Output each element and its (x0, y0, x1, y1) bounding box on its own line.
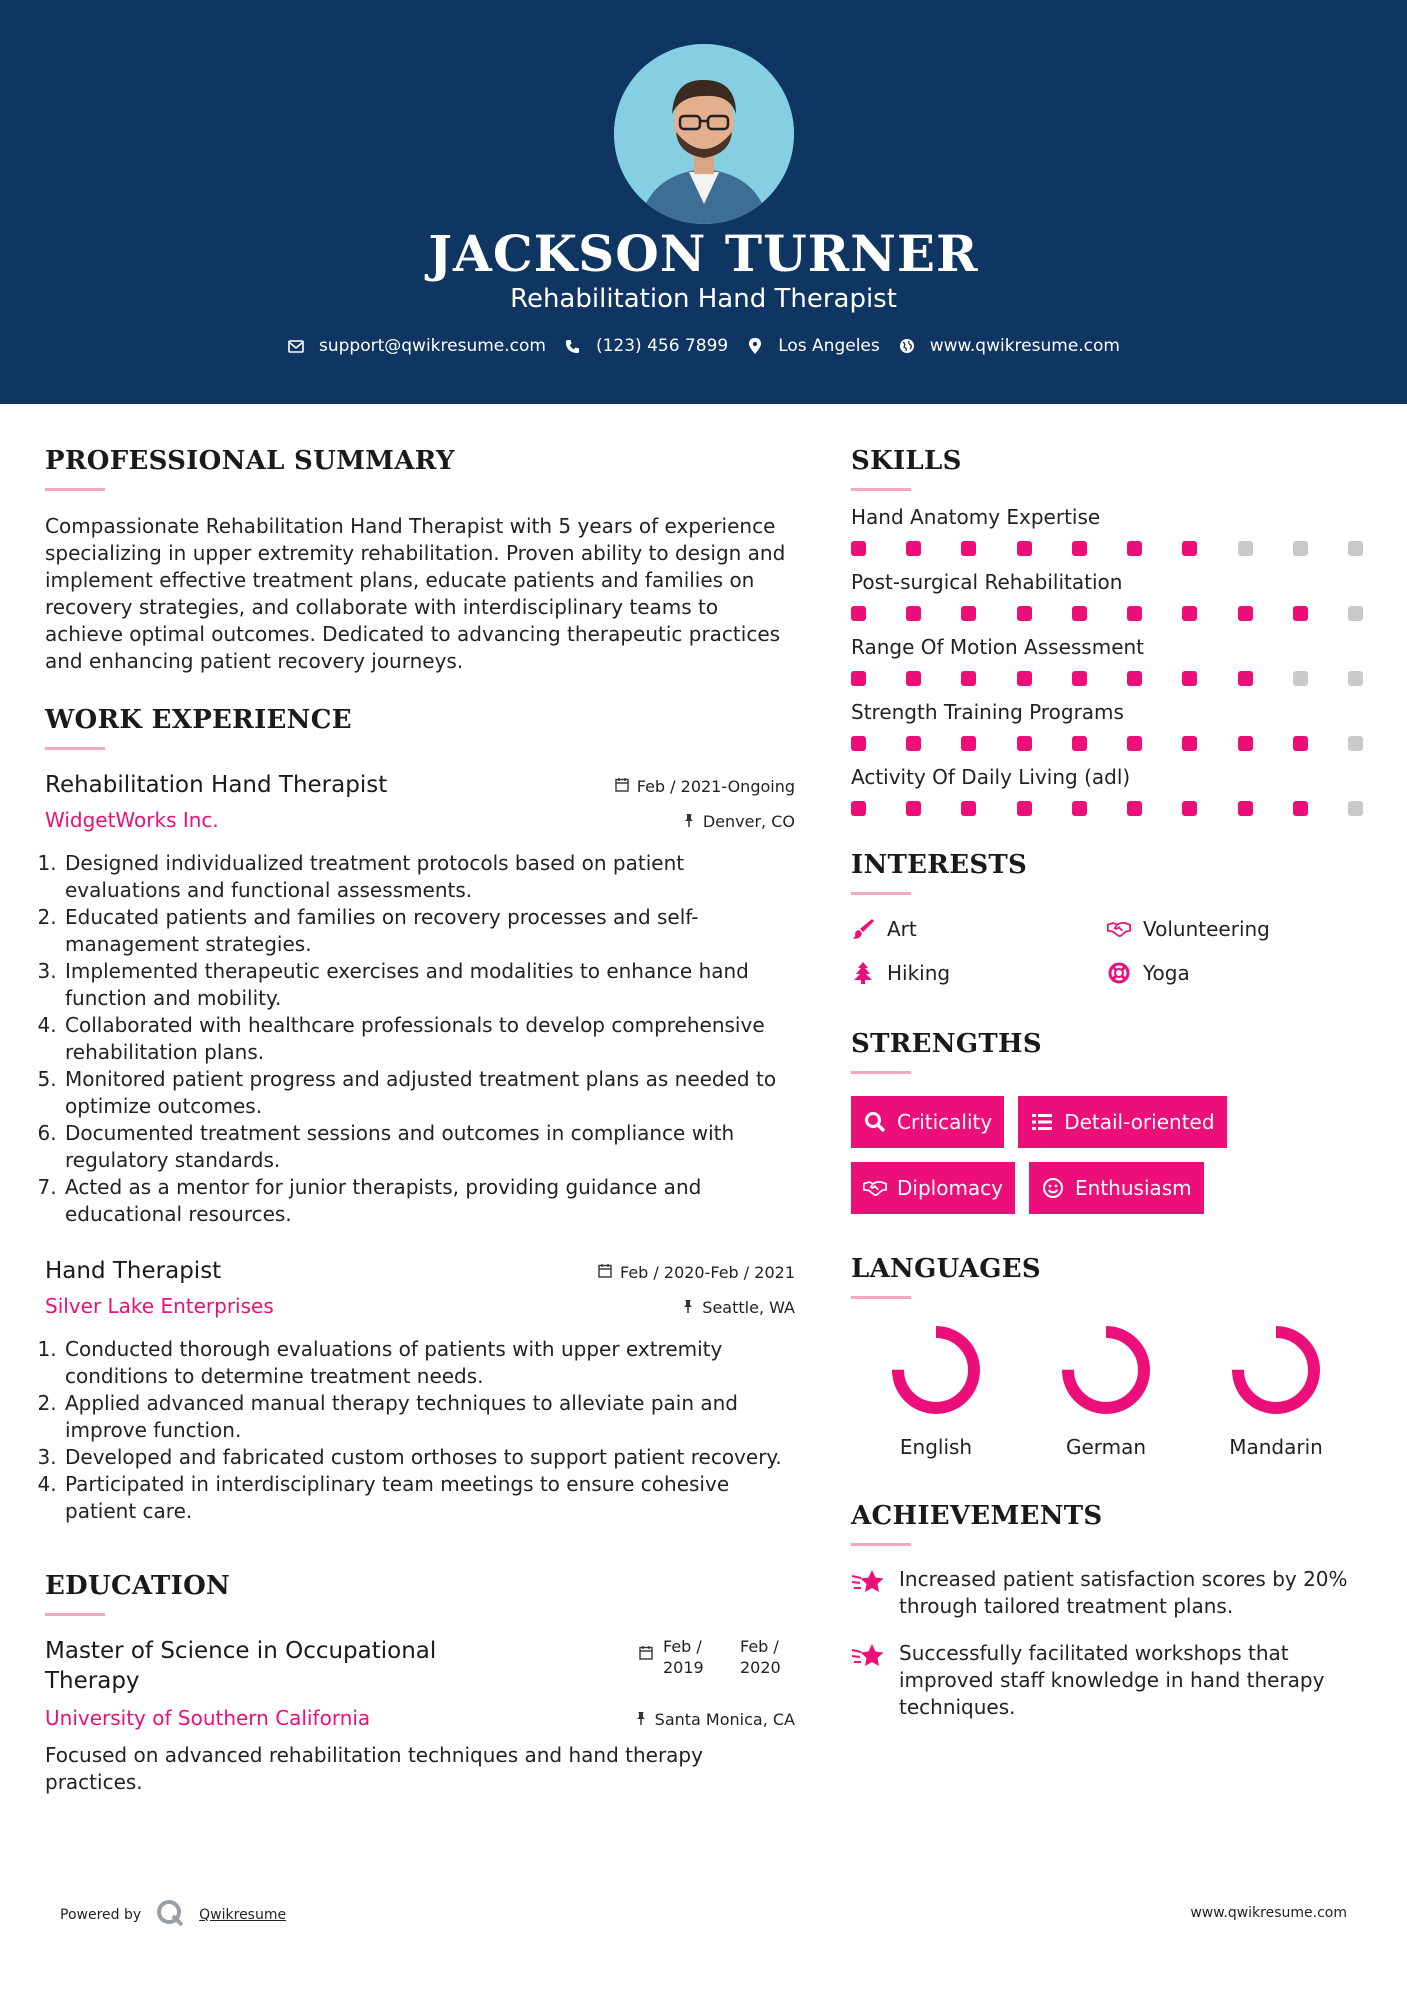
interest-label: Hiking (887, 961, 951, 985)
skill-name: Activity Of Daily Living (adl) (851, 765, 1131, 789)
candidate-name: JACKSON TURNER (428, 224, 979, 283)
candidate-title: Rehabilitation Hand Therapist (510, 284, 897, 314)
rating-dot-filled (1182, 801, 1197, 816)
summary-section (45, 446, 795, 675)
language-ring-arc (1068, 1332, 1144, 1408)
language-name: Mandarin (1229, 1435, 1323, 1459)
education-location-text: Santa Monica, CA (654, 1710, 795, 1729)
skill-rating (851, 606, 1363, 621)
job-date-text: Feb / 2021-Ongoing (636, 777, 795, 796)
skill-rating (851, 801, 1363, 816)
footer-website[interactable]: www.qwikresume.com (1190, 1905, 1347, 1921)
skill-name: Range Of Motion Assessment (851, 635, 1145, 659)
achievement-list (851, 1566, 1371, 1721)
rating-dot-filled (1293, 801, 1308, 816)
rating-dot-empty (1348, 606, 1363, 621)
job-entry (45, 772, 795, 1228)
rating-dot-filled (851, 671, 866, 686)
rating-dot-filled (1072, 541, 1087, 556)
section-divider (45, 488, 105, 491)
skill-rating (851, 736, 1363, 751)
rating-dot-filled (1072, 801, 1087, 816)
company-name: WidgetWorks Inc. (45, 808, 219, 832)
experience-heading: WORK EXPERIENCE (45, 705, 352, 735)
contact-location (746, 336, 880, 356)
rating-dot-filled (851, 606, 866, 621)
achievement-item (851, 1640, 1371, 1721)
job-bullet: 7. Acted as a mentor for junior therapists, providing guidance and educational resources. (63, 1174, 795, 1228)
job-title: Rehabilitation Hand Therapist (45, 772, 388, 798)
contact-phone-text[interactable]: (123) 456 7899 (595, 336, 729, 356)
education-description: Focused on advanced rehabilitation techniques and hand therapy practices. (45, 1743, 703, 1794)
footer-powered-by (60, 1898, 286, 1932)
job-bullets (45, 1336, 795, 1525)
rating-dot-filled (1182, 736, 1197, 751)
rating-dot-empty (1348, 736, 1363, 751)
achievement-item (851, 1566, 1371, 1620)
job-entry (45, 1258, 795, 1525)
job-bullet: 2. Applied advanced manual therapy techniques to alleviate pain and improve function. (63, 1390, 795, 1444)
pushpin-icon (635, 1710, 647, 1729)
job-bullet: 5. Monitored patient progress and adjusted treatment plans as needed to optimize outcomes. (63, 1066, 795, 1120)
rating-dot-filled (1127, 541, 1142, 556)
rating-dot-filled (906, 736, 921, 751)
job-bullet: 1. Conducted thorough evaluations of patients with upper extremity conditions to determine treatment needs. (63, 1336, 795, 1390)
shooting-star-icon (851, 1640, 885, 1721)
rating-dot-filled (1072, 606, 1087, 621)
job-date (615, 777, 795, 796)
profile-photo (614, 44, 794, 224)
job-list (45, 772, 795, 1525)
job-location-text: Denver, CO (702, 812, 795, 831)
rating-dot-filled (1072, 671, 1087, 686)
job-location-text: Seattle, WA (702, 1298, 795, 1317)
language-item (851, 1325, 1021, 1459)
interests-section (851, 850, 1371, 985)
rating-dot-filled (1017, 606, 1032, 621)
rating-dot-empty (1348, 671, 1363, 686)
rating-dot-filled (1293, 736, 1308, 751)
strength-label: Diplomacy (897, 1176, 1004, 1200)
search-icon (863, 1110, 887, 1134)
section-divider (851, 1543, 911, 1546)
rating-dot-filled (1127, 736, 1142, 751)
company-name: Silver Lake Enterprises (45, 1294, 274, 1318)
job-bullet: 3. Implemented therapeutic exercises and modalities to enhance hand function and mobility. (63, 958, 795, 1012)
rating-dot-filled (1072, 736, 1087, 751)
right-column (851, 446, 1371, 1721)
skill-name: Post-surgical Rehabilitation (851, 570, 1123, 594)
rating-dot-empty (1293, 671, 1308, 686)
skill-item (851, 635, 1371, 686)
achievements-heading: ACHIEVEMENTS (851, 1501, 1103, 1531)
rating-dot-filled (1238, 801, 1253, 816)
education-start-date: Feb / 2019 (663, 1637, 704, 1677)
achievement-text: Successfully facilitated workshops that improved staff knowledge in hand therapy techniques. (899, 1641, 1325, 1719)
interest-item (1107, 961, 1363, 985)
rating-dot-filled (851, 541, 866, 556)
job-bullet: 4. Participated in interdisciplinary team meetings to ensure cohesive patient care. (63, 1471, 795, 1525)
contact-website-text[interactable]: www.qwikresume.com (929, 336, 1120, 356)
school-name: University of Southern California (45, 1706, 371, 1730)
handshake-icon (863, 1176, 887, 1200)
interest-label: Volunteering (1143, 917, 1270, 941)
strength-tag (1029, 1162, 1204, 1214)
job-bullet: 6. Documented treatment sessions and outcomes in compliance with regulatory standards. (63, 1120, 795, 1174)
calendar-icon (639, 1636, 653, 1665)
qwikresume-link[interactable]: Qwikresume (199, 1907, 287, 1923)
strength-tag (1018, 1096, 1226, 1148)
education-dates (639, 1636, 795, 1678)
job-location (682, 1298, 795, 1317)
language-name: German (1065, 1435, 1147, 1459)
rating-dot-empty (1238, 541, 1253, 556)
section-divider (851, 1296, 911, 1299)
rating-dot-filled (1182, 606, 1197, 621)
skills-section (851, 446, 1371, 816)
globe-icon (898, 337, 916, 355)
section-divider (45, 1613, 105, 1616)
rating-dot-filled (1293, 606, 1308, 621)
rating-dot-filled (851, 801, 866, 816)
interest-item (1107, 917, 1363, 941)
interests-heading: INTERESTS (851, 850, 1028, 880)
phone-icon (564, 337, 582, 355)
skill-list (851, 505, 1371, 816)
strengths-section (851, 1029, 1371, 1214)
rating-dot-filled (1182, 671, 1197, 686)
rating-dot-filled (906, 606, 921, 621)
experience-section (45, 705, 795, 1525)
contact-email-text[interactable]: support@qwikresume.com (319, 336, 546, 356)
skill-item (851, 570, 1371, 621)
contact-email[interactable] (287, 336, 546, 356)
rating-dot-filled (1017, 801, 1032, 816)
rating-dot-filled (961, 606, 976, 621)
achievements-section (851, 1501, 1371, 1721)
handshake-icon (1107, 917, 1131, 941)
strength-tag (851, 1096, 1004, 1148)
left-column (45, 446, 795, 1796)
powered-by-label: Powered by (60, 1907, 142, 1923)
person-avatar-icon (614, 44, 794, 224)
summary-text: Compassionate Rehabilitation Hand Therapist with 5 years of experience specializing in upper extremity rehabilitation. Proven ability to design and implement effective treatment plans, educate patients and families on recovery strategies, and collaborate with interdisciplinary teams to achieve optimal outcomes. Dedicated to advancing therapeutic practices and enhancing patient recovery journeys. (45, 514, 786, 673)
rating-dot-filled (906, 671, 921, 686)
shooting-star-icon (851, 1566, 885, 1620)
education-location (635, 1710, 795, 1729)
rating-dot-filled (906, 541, 921, 556)
language-item (1191, 1325, 1361, 1459)
achievement-text: Increased patient satisfaction scores by 20% through tailored treatment plans. (899, 1567, 1348, 1618)
section-divider (851, 1071, 911, 1074)
section-divider (851, 488, 911, 491)
strength-tag (851, 1162, 1015, 1214)
rating-dot-filled (961, 671, 976, 686)
rating-dot-filled (1238, 606, 1253, 621)
skill-name: Hand Anatomy Expertise (851, 505, 1101, 529)
job-bullet: 4. Collaborated with healthcare professionals to develop comprehensive rehabilitation plans. (63, 1012, 795, 1066)
job-date-text: Feb / 2020-Feb / 2021 (620, 1263, 795, 1282)
rating-dot-filled (1017, 671, 1032, 686)
section-divider (851, 892, 911, 895)
interest-label: Art (887, 917, 917, 941)
interest-label: Yoga (1143, 961, 1190, 985)
language-name: English (899, 1435, 973, 1459)
smile-icon (1041, 1176, 1065, 1200)
skills-heading: SKILLS (851, 446, 962, 476)
education-section (45, 1571, 795, 1796)
job-bullet: 3. Developed and fabricated custom orthoses to support patient recovery. (63, 1444, 795, 1471)
education-end-date: Feb / 2020 (740, 1637, 781, 1677)
rating-dot-filled (961, 736, 976, 751)
rating-dot-empty (1348, 801, 1363, 816)
job-bullets (45, 850, 795, 1228)
language-ring (891, 1325, 981, 1415)
skill-name: Strength Training Programs (851, 700, 1124, 724)
job-date (598, 1263, 795, 1282)
contact-phone[interactable] (564, 336, 728, 356)
qwikresume-logo-icon (155, 1898, 185, 1932)
language-ring-arc (1238, 1332, 1314, 1408)
contact-bar (0, 336, 1407, 356)
skill-rating (851, 541, 1363, 556)
rating-dot-filled (851, 736, 866, 751)
strength-list (851, 1096, 1371, 1214)
skill-item (851, 700, 1371, 751)
rating-dot-empty (1293, 541, 1308, 556)
language-list (851, 1325, 1371, 1459)
envelope-icon (287, 337, 305, 355)
skill-rating (851, 671, 1363, 686)
summary-heading: PROFESSIONAL SUMMARY (45, 446, 455, 476)
section-divider (45, 747, 105, 750)
strengths-heading: STRENGTHS (851, 1029, 1042, 1059)
interest-list (851, 917, 1371, 985)
life-ring-icon (1107, 961, 1131, 985)
rating-dot-filled (961, 801, 976, 816)
rating-dot-filled (1127, 801, 1142, 816)
rating-dot-filled (1182, 541, 1197, 556)
resume-header (0, 0, 1407, 404)
job-location (683, 812, 795, 831)
rating-dot-filled (1238, 671, 1253, 686)
skill-item (851, 765, 1371, 816)
rating-dot-filled (961, 541, 976, 556)
pushpin-icon (682, 1298, 694, 1317)
job-title: Hand Therapist (45, 1258, 222, 1284)
education-heading: EDUCATION (45, 1571, 231, 1601)
contact-website[interactable] (898, 336, 1120, 356)
rating-dot-filled (1238, 736, 1253, 751)
rating-dot-filled (906, 801, 921, 816)
calendar-icon (598, 1263, 612, 1282)
language-ring-arc (898, 1332, 974, 1408)
strength-label: Criticality (897, 1110, 993, 1134)
strength-label: Detail-oriented (1064, 1110, 1215, 1134)
language-ring (1231, 1325, 1321, 1415)
degree-title: Master of Science in Occupational Therapy (45, 1638, 437, 1694)
languages-section (851, 1254, 1371, 1459)
rating-dot-filled (1017, 541, 1032, 556)
rating-dot-filled (1127, 671, 1142, 686)
rating-dot-filled (1017, 736, 1032, 751)
skill-item (851, 505, 1371, 556)
job-bullet: 1. Designed individualized treatment protocols based on patient evaluations and functional assessments. (63, 850, 795, 904)
list-icon (1030, 1110, 1054, 1134)
language-ring (1061, 1325, 1151, 1415)
rating-dot-empty (1348, 541, 1363, 556)
language-item (1021, 1325, 1191, 1459)
strength-label: Enthusiasm (1075, 1176, 1192, 1200)
calendar-icon (615, 777, 629, 796)
contact-location-text: Los Angeles (778, 336, 880, 356)
tree-icon (851, 961, 875, 985)
interest-item (851, 917, 1107, 941)
languages-heading: LANGUAGES (851, 1254, 1041, 1284)
map-marker-icon (746, 337, 764, 355)
pushpin-icon (683, 812, 695, 831)
job-bullet: 2. Educated patients and families on recovery processes and self-management strategies. (63, 904, 795, 958)
interest-item (851, 961, 1107, 985)
rating-dot-filled (1127, 606, 1142, 621)
paint-brush-icon (851, 917, 875, 941)
